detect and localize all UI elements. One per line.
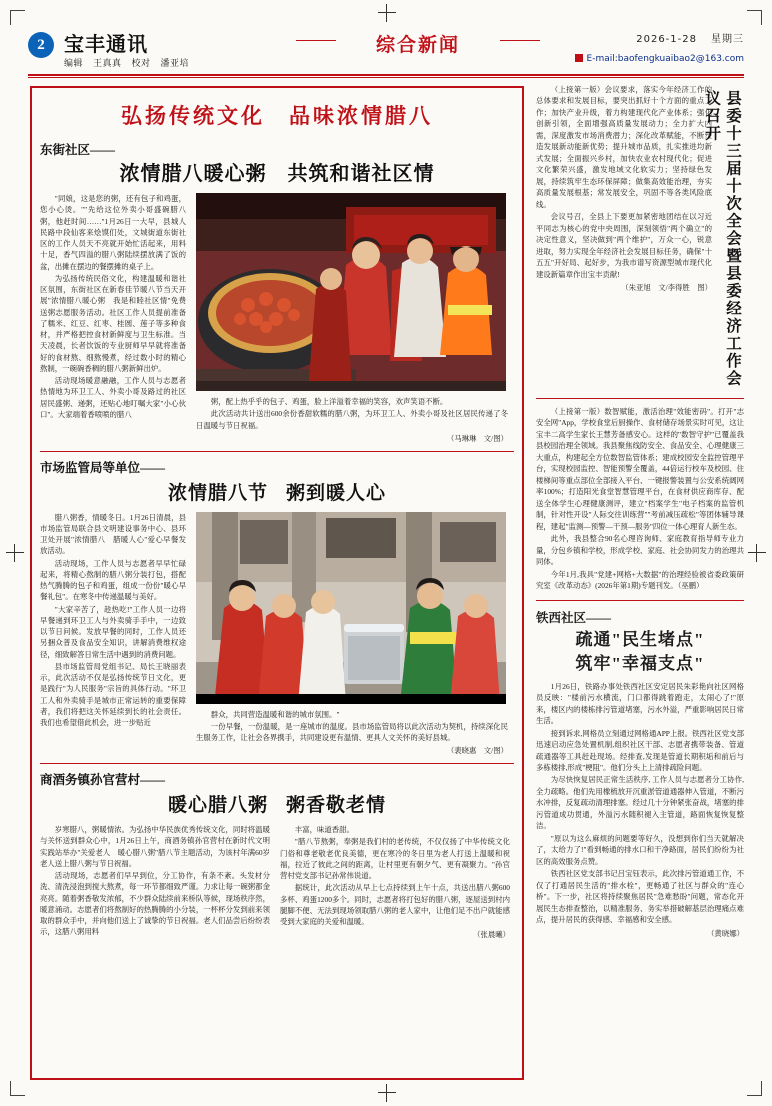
story3-para: 活动现场，志愿者们早早到位，分工协作，有条不紊。头发材分洗、清洗浸泡到搅大熬煮，每一环节都细致严谨。力求让每一碗粥都金亮亮。随着粥香敬发浓郁，不少群众陆续前来桥队等候，现场秩序然，暖意涌动。志愿者们将熬制好的热腾腾的小分装，一杯杯分发到前来领取的群众手中，并向他们送上了诚挚的节日祝福。老人们品尝后纷纷表示，这腊八粥用料	[40, 871, 270, 937]
story-market-supervision	[40, 458, 514, 757]
page-number-badge: 2	[28, 32, 54, 58]
continued-1-byline: （朱亚旭 文/李得胜 图）	[621, 282, 712, 292]
story4-para: 1月26日，铁路办事处铁西社区安定居民朱彩艳向社区网格员反映："楼前污水横流，门口都得跳着跑走，太闹心了!"原来，楼区内的楼栋排污管道堵塞，污水外溢，严重影响居民日常生活。	[536, 681, 744, 726]
registration-mark-left	[6, 544, 24, 562]
story2-kicker: 市场监管局等单位——	[40, 460, 166, 475]
story1-para: 活动现场暖意融融，工作人员与志愿者热情地为环卫工人、外卖小哥及路过的社区居民盛粥、递粥，还贴心地叮嘱大家"小心伙口"。大家端着香喷喷的腊八	[40, 376, 186, 419]
story3-para: 岁寒腊八，粥暖情浓。为弘扬中华民族优秀传统文化，同时将温暖与关怀送到群众心中，1月26日上午，商酒务镇孙官营村在新时代文明实践站举办"关爱老人 暖心腊八粥"腊八节主题活动，为该村年满60岁老人送上腊八粥与节日祝福。	[40, 825, 270, 868]
publication-date	[636, 30, 744, 45]
vertical-headline-county-meeting: 县委十三届十次全会暨县委经济工作会议召开	[703, 90, 741, 388]
crop-mark-top-left	[10, 10, 25, 25]
story3-byline: （张晨曦）	[473, 930, 510, 940]
registration-mark-right	[748, 544, 766, 562]
crop-mark-bottom-left	[10, 1081, 25, 1096]
story2-column-1	[40, 512, 186, 757]
story2-byline: （裴晓惠 文/图）	[446, 746, 508, 756]
proofreader-name: 潘亚培	[160, 59, 190, 69]
story1-headline: 浓情腊八暖心粥 共筑和谐社区情	[119, 163, 435, 185]
registration-mark-bottom	[378, 1084, 396, 1102]
story2-para: 群众，共同营造温暖和谐的城市氛围。"	[210, 709, 340, 719]
story3-para: 丰富，味道香甜。	[294, 825, 354, 834]
story4-para: 铁西社区党支部书记吕宝钰表示，此次排污管道通工作，不仅了打通居民生活的"排水栓"，更畅通了社区与群众的"连心桥"。下一步，社区将持续聚焦居民"急难愁盼"问题，常态化开展民生态排查整治，以精准服务、务实举措破解基层治理痛点难点，提升居民的获得感、幸福感和安全感。	[536, 869, 744, 925]
continued-article-1	[536, 84, 712, 293]
crop-mark-top-right	[747, 10, 762, 25]
editorial-byline	[64, 56, 199, 69]
story-east-street-community	[40, 140, 514, 444]
continued-2-para: 此外，我县整合90名心理咨询师、家庭教育指导师专业力量，分包乡镇和学校，形成学校、家庭、社会协同发力的治理共同体。	[536, 534, 744, 567]
story2-photo-image	[196, 512, 506, 704]
story2-headline-part1: 浓情腊八节	[167, 482, 268, 504]
story1-right-block	[196, 193, 508, 444]
story1-para: 为弘扬传统民俗文化，构建温暖和谐社区氛围，东街社区在新春佳节暖八节当天开展"浓情腊八暖心粥 我是和睦社区情"免费送粥志愿服务活动。社区工作人员提前准备了糯米、红豆、红枣、桂圆、莲子等多种食材，并严格把控食材新鲜度与卫生标准。当天凌晨，长者饮饭的专业厨师早早就将准备好的食材熬、细熬慢煮，经过数小时的精心熬制，一碗碗香稠的腊八粥新鲜出炉。	[40, 273, 186, 373]
right-divider-2	[536, 600, 744, 601]
story3-headline-part1: 暖心腊八粥	[167, 795, 268, 817]
story4-body	[536, 681, 744, 939]
contact-email[interactable]	[575, 54, 744, 64]
story1-kicker: 东街社区——	[40, 143, 116, 157]
story4-headline-part2: 筑牢"幸福支点"	[575, 653, 705, 673]
story2-para: 腊八粥香，情暖冬日。1月26日清晨，县市场监管局联合县文明建设事务中心、县环卫处开展"浓情腊八 腊暖人心"爱心早餐发放活动。	[40, 512, 186, 556]
continued-2-para: （上接第一版）数智赋能，激活治理"效能密码"。打开"志安全网"App，学校食堂后厨操作、食材储存场景实时可见，这让宝丰二高学生家长王慧芳备感安心。这样的"数智守护"已覆盖我县校园治理全领域。我县聚焦线防安全、食品安全、心理健康三大重点，构建起全方位数智监管体系；建成校园安全监控管理平台，实现校园监控、智能预警全覆盖，44倍运行校车及校园、住楼梯间等重点部位全部接入平台、一键报警装置与公安系统阔网率100%；打造阳光食堂智慧管理平台，在食材供应商库存、配送全体学生心理健康测评，建立"档案学生"电子档案的监管机制，针对性开设"人际交往训练营""考前减压疏松"等团体辅导课程，建起"监测—预警—干预—服务"四位一体心理育人新生态。	[536, 407, 744, 531]
story2-para: 一份早餐，一份温暖，是一座城市的温度。县市场监管局将以此次活动为契机，持续深化民生服务工作，让社会各界携手，共同建设更有温情、更具人文关怀的美好县城。	[196, 721, 508, 742]
story4-para: 接到诉求,网格员立刻通过网格通APP上报。铁西社区党支部迅速启动应急处置机制,组织社区干部、志愿者携带装备、管道疏通器等工具赶赴现场。经排查,发现是管道长期积垢和前后与多栋楼排,形成"梗阻"。他们分头上上清排疏险问题。	[536, 728, 744, 772]
date-text: 2026-1-28	[636, 34, 697, 45]
masthead-divider	[28, 74, 744, 76]
registration-mark-top	[378, 4, 396, 22]
section-title: 综合新闻	[375, 35, 460, 56]
story3-kicker: 商酒务镇孙官营村——	[40, 773, 166, 788]
story1-column-2	[196, 396, 508, 431]
story3-headline-part2: 粥香敬老情	[286, 795, 387, 817]
editor-label: 编辑	[64, 59, 84, 69]
masthead-divider-thin	[28, 77, 744, 78]
story3-para: "腊八节熬粥，奉粥是我们村的老传统，不仅仅扬了中华传统文化门俗和尊老敬老优良美德，更在寒冷的冬日里为老人打送上温暖和祝福，拉近了彼此之间的距离，让村里更有朝夕气、更有凝聚力。"孙官营村党支部书记孙常伟说道。	[280, 837, 510, 880]
weekday-text: 星期三	[711, 34, 744, 45]
right-divider-1	[536, 398, 744, 399]
story2-right-block	[196, 512, 508, 757]
story1-para: 此次活动共计送出600余份香甜软糯的腊八粥，为环卫工人、外卖小哥及社区居民传递了冬日温暖与节日祝福。	[196, 409, 508, 430]
story3-para: 据统计，此次活动从早上七点持续到上午十点，共送出腊八粥600多杯、鸡蛋1200多个。同时，志愿者将打包好的腊八粥，逐屋送到村内腿脚不便、无法到现场领取腊八粥的老人家中，让他们足不出户就能感受到大家庭的关爱和温暖。	[280, 883, 510, 926]
story2-photo	[196, 512, 506, 704]
story-sunguanying-village	[40, 770, 514, 940]
continued-1-para: （上接第一版）会议要求，落实今年经济工作的总体要求和发展目标，要突出抓好十个方面的重点工作；加快产业升级，着力构建现代化产业体系；强化创新引领，全面增强高质量发展动力；全力扩大内需，深度激发市场消费潜力；深化改革赋能，不断塑造发展新动能新优势；提升城市品质，扎实推进均新式发展；全面振兴乡村，加快农业农村现代化；促进文化繁荣兴盛，激发地域文化软实力；坚持绿色发展，持续筑牢生态环保屏障；做集高效能治理，夯实高质量发展根基；常发展安全，巩固不等各类风险底线。	[536, 85, 712, 209]
section-rule-left	[296, 40, 336, 41]
story1-para: 粥，配上热乎乎的包子、鸡蛋，脸上洋溢着幸福的笑容，欢声笑语不断。	[210, 397, 448, 406]
story1-column-1	[40, 193, 186, 444]
story4-byline: （黄晓娜）	[707, 928, 744, 938]
story1-photo-image	[196, 193, 506, 391]
editor-name: 王真真	[93, 59, 122, 69]
crop-mark-bottom-right	[747, 1081, 762, 1096]
paper-name: 宝丰通讯	[64, 34, 148, 56]
right-column	[536, 84, 744, 1080]
story-divider-2	[40, 763, 514, 764]
masthead	[28, 28, 744, 72]
section-rule-right	[500, 40, 540, 41]
story1-byline: （马琳琳 文/图）	[446, 433, 508, 443]
continued-article-2	[536, 406, 744, 592]
email-text: E-mail:baofengkuaibao2@163.com	[586, 54, 744, 64]
story1-photo	[196, 193, 506, 391]
story2-para: 活动现场，工作人员与志愿者早早忙碌起来，将精心熬制的腊八粥分装打包，搭配热气腾腾的包子和鸡蛋，组成一份份"暖心早餐礼包"。在寒冬中传递温暖与美好。	[40, 558, 186, 602]
story3-column-1	[40, 824, 270, 941]
story-divider-1	[40, 451, 514, 452]
proofreader-label: 校对	[131, 59, 151, 69]
story2-para: 县市场监管局党组书记、局长王晓丽表示，此次活动不仅是弘扬传统节日文化，更是践行"为人民服务"宗旨的具体行动。"环卫工人和外卖骑手是城市正常运转的重要保障者，我们将把这关怀延续到长的社会责任。我们也希望借此机会，进一步贴近	[40, 661, 186, 727]
story2-para: "大家辛苦了，趁热吃!"工作人员一边将早餐递到环卫工人与外卖骑手手中，一边致以节日问候。发放早餐的同时，工作人员还另捆众普及食品安全知识，讲解消费维权途径，细致解答日常生活中遇到的消费问题。	[40, 604, 186, 659]
story2-column-2	[196, 709, 508, 744]
story4-para: "原以为这么麻烦的问题要等好久，没想到你们当天就解决了，太给力了!"看到畅通的排水口和干净路面，居民们纷纷为社区的高效服务点赞。	[536, 833, 744, 866]
feature-banner: 弘扬传统文化 品味浓情腊八	[121, 104, 433, 128]
feature-box	[30, 86, 524, 1080]
story2-headline-part2: 粥到暖人心	[286, 482, 387, 504]
story4-para: 为尽快恢复居民正常生活秩序, 工作人员与志愿者分工协作, 全力疏略。他们先用橡梳放开沉重淤管道通器伸入管道，不断污水冲排，反复疏动清理排塞。经过几十分钟紧张奋战，堵塞的排污管道成功贯通，外溢污水随积褪入主管道，路面恢复恢复整洁。	[536, 775, 744, 831]
email-icon	[575, 54, 583, 62]
story4-headline-part1: 疏通"民生堵点"	[575, 629, 705, 649]
story-tiexi-community	[536, 608, 744, 940]
story4-kicker: 铁西社区——	[536, 610, 612, 625]
story3-column-2	[280, 824, 510, 941]
story1-para: "同娘，这是您的粥，还有包子和鸡蛋，您小心烫。""先给这位外卖小哥盛碗腊八粥，他赶时间……"1月26日一大早，县城人民路中段仙客来烩馍们处，文城街道东街社区的工作人员天不亮就开始忙活起来，用料十足，香气四溢的腊八粥陆续摆放满了饭的盆，出摊在摆边的餐摆摊的桌子上。	[40, 194, 186, 271]
continued-1-para: 会议号召，全县上下要更加紧密地团结在以习近平同志为核心的党中央周围，深刻领悟"两个确立"的决定性意义，坚决做到"两个维护"，万众一心，锐意进取，努力实现全年经济社会发展目标任务，确保"十五五"开好局、起好步，为我市谱写资源型城市现代化建设新篇章作出宝丰贡献!	[536, 212, 712, 279]
continued-2-para: 今年1月,我具"党建+网格+大数据"的治理经验被省委政策研究室《改革动态》(2026年第1期)专题刊发。（巫鹏）	[536, 569, 744, 591]
